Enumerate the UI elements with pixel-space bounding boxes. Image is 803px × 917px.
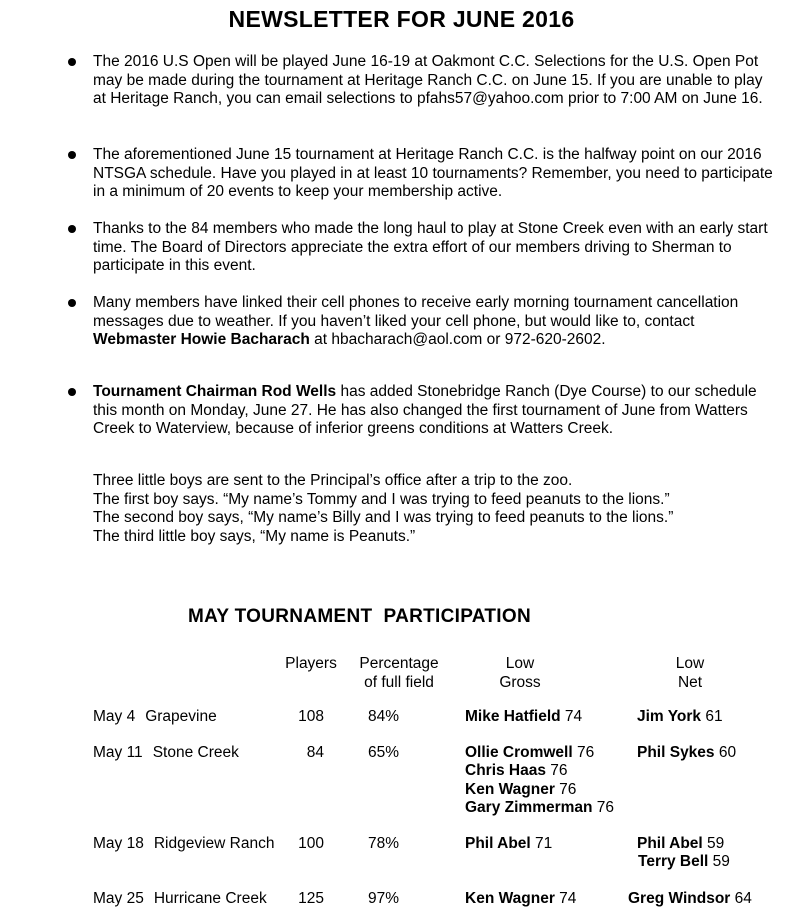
- joke-block: [93, 472, 773, 546]
- table-cell-players: 100: [298, 835, 324, 852]
- joke-line: The third little boy says, “My name is Peanuts.”: [93, 527, 416, 545]
- table-cell-low-net: Phil Abel 59 Terry Bell 59: [637, 835, 730, 871]
- table-row-date-course: May 4 Grapevine: [93, 708, 217, 725]
- webmaster-name: Webmaster Howie Bacharach: [93, 331, 310, 349]
- bullet-item-halfway-point: The aforementioned June 15 tournament at Heritage Ranch C.C. is the halfway point on our 2016 NTSGA schedule. Have you played in at least 10 tournaments? Remember, you need to participate in a minimum of 20 events to keep your membership active.: [93, 146, 773, 201]
- bullet-item-us-open: The 2016 U.S Open will be played June 16-19 at Oakmont C.C. Selections for the U.S. Open Pot may be made during the tournament at Heritage Ranch C.C. on June 15. If you are unable to play at Heritage Ranch, you can email selections to pfahs57@yahoo.com prior to 7:00 AM on June 16.: [93, 53, 763, 108]
- header-players: Players: [285, 655, 337, 672]
- header-percentage: Percentage of full field: [359, 655, 439, 691]
- table-cell-players: 84: [306, 744, 324, 761]
- table-cell-low-gross: Phil Abel 71: [465, 835, 553, 852]
- bullet-dot: [68, 388, 76, 396]
- joke-line: The first boy says. “My name’s Tommy and I was trying to feed peanuts to the lions.”: [93, 490, 670, 508]
- header-low-gross: Low Gross: [499, 655, 541, 691]
- table-cell-pct: 84%: [368, 708, 400, 725]
- table-cell-players: 108: [298, 708, 324, 725]
- chairman-name: Tournament Chairman Rod Wells: [93, 383, 337, 400]
- table-cell-low-gross: Mike Hatfield 74: [465, 708, 583, 725]
- table-row-date-course: May 25 Hurricane Creek: [93, 890, 267, 907]
- newsletter-title: NEWSLETTER FOR JUNE 2016: [228, 6, 575, 32]
- bullet-dot: [68, 225, 76, 233]
- table-cell-low-net: Greg Windsor 64: [628, 890, 752, 907]
- table-cell-low-net: Phil Sykes 60: [637, 744, 737, 761]
- table-cell-players: 125: [298, 890, 324, 907]
- table-cell-low-gross: Ken Wagner 74: [465, 890, 577, 907]
- table-cell-low-net: Jim York 61: [637, 708, 723, 725]
- header-low-net: Low Net: [675, 655, 705, 691]
- table-cell-pct: 65%: [368, 744, 400, 761]
- joke-line: Three little boys are sent to the Principal’s office after a trip to the zoo.: [93, 472, 573, 489]
- table-title: MAY TOURNAMENT PARTICIPATION: [188, 606, 531, 627]
- bullet-dot: [68, 299, 76, 307]
- bullet-item-cell-phones: Many members have linked their cell phones to receive early morning tournament cancellation messages due to weather. If you haven’t liked your cell phone, but would like to, contact Webmaster Howie Bacharach at hbacharach@aol.com or 972-620-2602.: [93, 294, 739, 349]
- table-cell-pct: 78%: [368, 835, 400, 852]
- table-row-date-course: May 11 Stone Creek: [93, 744, 239, 761]
- bullet-dot: [68, 151, 76, 159]
- table-cell-low-gross: Ollie Cromwell 76 Chris Haas 76 Ken Wagner 76 Gary Zimmerman 76: [465, 744, 615, 816]
- bullet-dot: [68, 58, 76, 66]
- table-cell-pct: 97%: [368, 890, 400, 907]
- table-row-date-course: May 18 Ridgeview Ranch: [93, 835, 275, 852]
- bullet-item-schedule-change: Tournament Chairman Rod Wells has added Stonebridge Ranch (Dye Course) to our schedule this month on Monday, June 27. He has also changed the first tournament of June from Watters Creek to Waterview, because of inferior greens conditions at Watters Creek.: [93, 383, 757, 438]
- bullet-item-stone-creek-thanks: Thanks to the 84 members who made the long haul to play at Stone Creek even with an early start time. The Board of Directors appreciate the extra effort of our members driving to Sherman to participate in this event.: [93, 220, 768, 275]
- joke-line: The second boy says, “My name’s Billy and I was trying to feed peanuts to the lions.”: [93, 509, 674, 527]
